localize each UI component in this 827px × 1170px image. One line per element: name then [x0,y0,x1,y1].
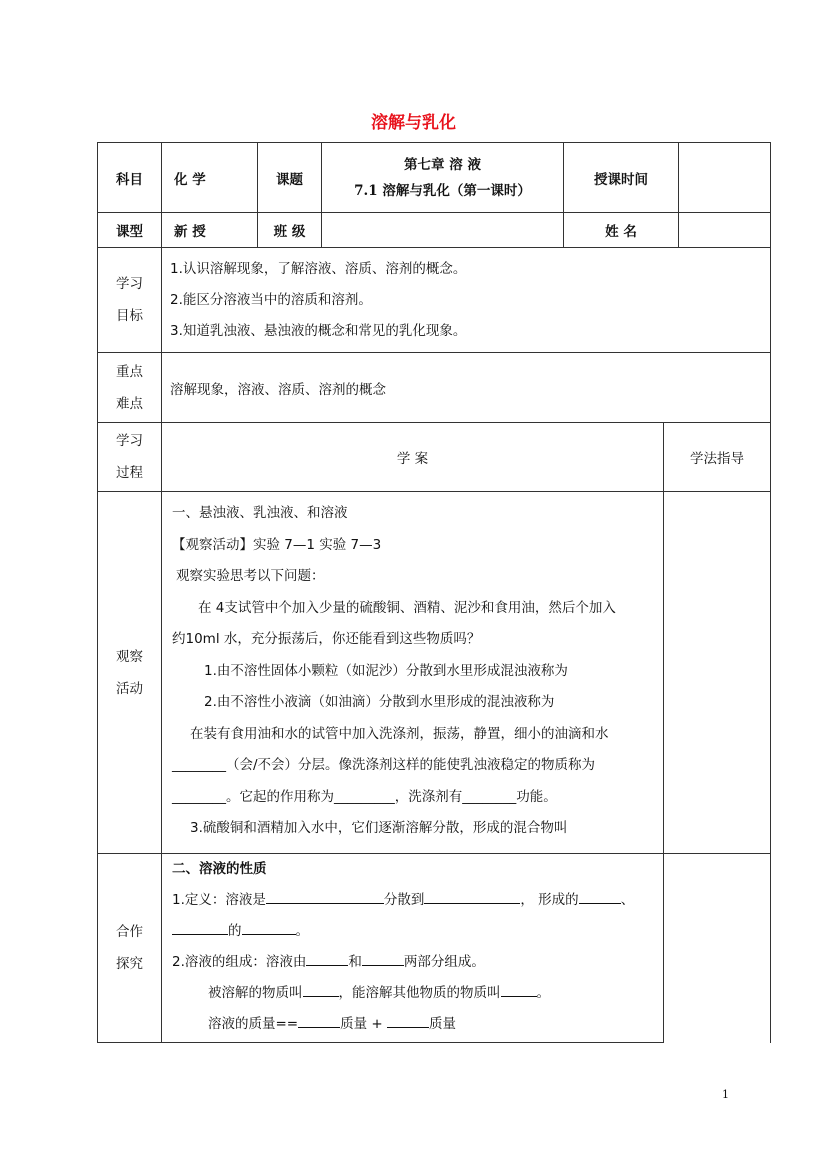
subject-label: 科目 [98,143,162,213]
name-label: 姓 名 [564,213,679,248]
page-number: 1 [722,1088,729,1101]
question-suspension: 1.由不溶性固体小颗粒（如泥沙）分散到水里形成混浊液称为 [204,662,568,679]
answer-blank[interactable] [501,980,537,997]
type-value: 新 授 [162,213,258,248]
answer-blank[interactable] [298,1011,340,1028]
key-points-label: 重点 难点 [98,353,162,423]
answer-blank[interactable]: _________ [334,788,395,805]
experiment-line-cont: 约10ml 水，充分振荡后，你还能看到这些物质吗？ [172,631,481,647]
answer-blank[interactable]: ________ [462,788,517,805]
header-row-1 [98,143,771,213]
objective-item: 2.能区分溶液当中的溶质和溶剂。 [170,291,372,308]
guide-header: 学法指导 [664,423,771,492]
answer-blank[interactable] [387,1011,429,1028]
time-label: 授课时间 [564,143,679,213]
answer-blank[interactable] [172,918,228,935]
document-title: 溶解与乳化 [371,113,456,133]
explore-content [162,854,664,1043]
plan-header: 学 案 [162,423,664,492]
activity-line: 【观察活动】实验 7—1 实验 7—3 [172,536,382,553]
question-detergent-cont2: ________。它起的作用称为_________，洗涤剂有________功能。 [172,788,557,805]
definition-line-cont: 的 。 [172,916,663,947]
question-detergent: 在装有食用油和水的试管中加入洗涤剂，振荡，静置，细小的油滴和水 [190,725,609,742]
observe-guide [664,492,771,854]
topic-label: 课题 [258,143,322,213]
type-label: 课型 [98,213,162,248]
solute-line: 被溶解的物质叫 ，能溶解其他物质的物质叫 。 [172,978,663,1009]
objectives-label: 学习 目标 [98,248,162,353]
section-heading: 一、悬浊液、乳浊液、和溶液 [172,505,348,521]
objectives-list [162,248,771,353]
name-value[interactable] [679,213,771,248]
observe-row [98,492,771,854]
section-heading: 二、溶液的性质 [172,861,267,877]
question-emulsion: 2.由不溶性小液滴（如油滴）分散到水里形成的混浊液称为 [204,694,555,710]
topic-section: 7.1 溶解与乳化（第一课时） [354,182,531,199]
answer-blank[interactable]: ________ [172,788,226,805]
answer-blank[interactable] [303,980,339,997]
definition-line: 1.定义：溶液是 分散到 ， 形成的 、 [172,885,663,916]
explore-guide [664,854,771,1043]
observe-label: 观察 活动 [98,492,162,854]
question-solution: 3.硫酸铜和酒精加入水中，它们逐渐溶解分散，形成的混合物叫 [190,820,568,836]
process-header-row [98,423,771,492]
explore-label: 合作 探究 [98,854,162,1043]
answer-blank[interactable]: ________ [172,757,226,773]
key-points-row [98,353,771,423]
subject-value: 化 学 [162,143,258,213]
topic-chapter: 第七章 溶 液 [404,156,481,173]
answer-blank[interactable] [424,887,520,904]
class-label: 班 级 [258,213,322,248]
experiment-line: 在 4支试管中个加入少量的硫酸铜、酒精、泥沙和食用油，然后个加入 [198,599,616,616]
composition-line: 2.溶液的组成：溶液由 和 两部分组成。 [172,947,663,978]
time-value[interactable] [679,143,771,213]
answer-blank[interactable] [362,949,404,966]
mass-line: 溶液的质量== 质量 + 质量 [172,1009,663,1040]
answer-blank[interactable] [306,949,348,966]
explore-row [98,854,771,1043]
observe-content [162,492,664,854]
header-row-2 [98,213,771,248]
answer-blank[interactable] [266,887,384,904]
answer-blank[interactable] [242,918,296,935]
question-detergent-cont: ________（会/不会）分层。像洗涤剂这样的能使乳浊液稳定的物质称为 [172,757,596,773]
key-points-text: 溶解现象，溶液、溶质、溶剂的概念 [162,353,771,423]
lesson-plan-table [97,142,771,1043]
objective-item: 3.知道乳浊液、悬浊液的概念和常见的乳化现象。 [170,322,467,339]
answer-blank[interactable] [579,887,621,904]
process-label: 学习 过程 [98,423,162,492]
objectives-row [98,248,771,353]
objective-item: 1.认识溶解现象，了解溶液、溶质、溶剂的概念。 [170,260,467,277]
class-value[interactable] [322,213,564,248]
prompt-line: 观察实验思考以下问题： [176,568,325,584]
topic-cell [322,143,564,213]
